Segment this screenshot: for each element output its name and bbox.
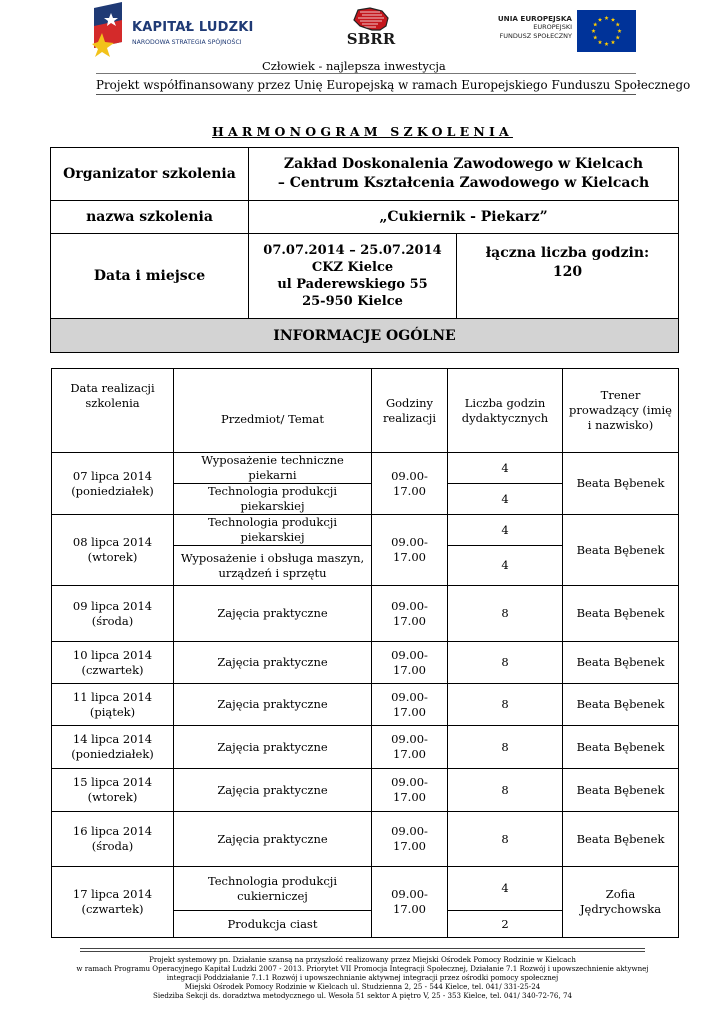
ue-line2: EUROPEJSKI [533,23,572,31]
row-subject: Wyposażenie i obsługa maszyn, urządzeń i sprzętu [174,546,372,586]
training-name-label: nazwa szkolenia [86,209,213,225]
footer-line3: integracji Poddziałanie 7.1.1 Rozwój i upowszechnianie aktywnej integracji przez ośrodki pomocy społecznej [166,973,559,983]
row-date: 16 lipca 2014 (środa) [52,812,174,867]
row-count: 8 [448,586,563,642]
header-hours: Godziny realizacji [372,369,448,453]
row-date: 09 lipca 2014 (środa) [52,586,174,642]
schedule-header-row [52,369,679,453]
table-row [52,726,679,769]
page-title: HARMONOGRAM SZKOLENIA [212,124,513,139]
row-hours: 09.00- 17.00 [372,867,448,938]
sbrr-logo-icon [336,6,406,48]
row-count: 8 [448,726,563,769]
date-place-value [249,236,456,316]
footer [0,955,725,1000]
row-trainer: Beata Bębenek [563,812,679,867]
row-trainer: Beata Bębenek [563,453,679,515]
table-row [52,586,679,642]
kapital-ludzki-flag-icon [92,2,126,60]
table-row [52,453,679,484]
row-count: 2 [448,911,563,938]
row-trainer: Beata Bębenek [563,726,679,769]
row-subject: Zajęcia praktyczne [174,684,372,726]
row-trainer: Beata Bębenek [563,769,679,812]
row-subject: Technologia produkcji cukierniczej [174,867,372,911]
row-date: 14 lipca 2014 (poniedziałek) [52,726,174,769]
row-trainer: Beata Bębenek [563,586,679,642]
date-range: 07.07.2014 – 25.07.2014 [263,243,442,258]
row-date: 10 lipca 2014 (czwartek) [52,642,174,684]
row-hours: 09.00- 17.00 [372,586,448,642]
kapital-ludzki-logo [92,2,262,60]
row-count: 4 [448,484,563,515]
header-date: Data realizacji szkolenia [52,369,174,453]
unia-europejska-logo [488,10,638,56]
table-row [52,769,679,812]
table-row [52,812,679,867]
row-count: 8 [448,642,563,684]
footer-line1: Projekt systemowy pn. Działanie szansą na przyszłość realizowany przez Miejski Ośrodek Pomocy Rodzinie w Kielcach [149,955,576,964]
footer-divider [80,951,645,952]
footer-divider [80,948,645,949]
row-subject: Zajęcia praktyczne [174,812,372,867]
row-subject: Wyposażenie techniczne piekarni [174,453,372,484]
date-place-label: Data i miejsce [93,268,206,284]
row-hours: 09.00- 17.00 [372,453,448,515]
row-trainer: Beata Bębenek [563,684,679,726]
row-date: 17 lipca 2014 (czwartek) [52,867,174,938]
unia-europejska-text [488,14,572,41]
footer-line5: Siedziba Sekcji ds. doradztwa metodycznego ul. Wesoła 51 sektor A piętro V, 25 - 353 Kielce, tel. 041/ 340-72-76, 74 [153,991,572,1001]
table-row [52,867,679,911]
row-date: 07 lipca 2014 (poniedziałek) [52,453,174,515]
row-subject: Technologia produkcji piekarskiej [174,515,372,546]
row-hours: 09.00- 17.00 [372,515,448,586]
row-hours: 09.00- 17.00 [372,769,448,812]
table-row [52,515,679,546]
row-hours: 09.00- 17.00 [372,726,448,769]
row-date: 15 lipca 2014 (wtorek) [52,769,174,812]
row-count: 8 [448,812,563,867]
row-subject: Zajęcia praktyczne [174,586,372,642]
row-subject: Produkcja ciast [174,911,372,938]
row-count: 4 [448,867,563,911]
row-count: 4 [448,546,563,586]
footer-line2: w ramach Programu Operacyjnego Kapitał Ludzki 2007 - 2013. Priorytet VII Promocja Integracji Społecznej, Działanie 7.1 Rozwój i upowszechnienie aktywnej [76,964,649,974]
total-hours-value: 120 [552,264,583,280]
kapital-ludzki-title: KAPITAŁ LUDZKI [132,20,254,35]
row-trainer: Zofia Jędrychowska [563,867,679,938]
svg-text:SBRR: SBRR [346,30,396,48]
row-date: 08 lipca 2014 (wtorek) [52,515,174,586]
row-count: 4 [448,453,563,484]
cofinance-statement: Projekt współfinansowany przez Unię Europejską w ramach Europejskiego Funduszu Społecznego [96,78,691,92]
row-trainer: Beata Bębenek [563,642,679,684]
organizer-line1: Zakład Doskonalenia Zawodowego w Kielcach [283,156,644,172]
row-date: 11 lipca 2014 (piątek) [52,684,174,726]
row-trainer: Beata Bębenek [563,515,679,586]
footer-line4: Miejski Ośrodek Pomocy Rodzinie w Kielcach ul. Studzienna 2, 25 - 544 Kielce, tel. 041/ 331-25-24 [184,982,541,992]
row-count: 4 [448,515,563,546]
table-row [52,642,679,684]
table-row [52,684,679,726]
row-subject: Technologia produkcji piekarskiej [174,484,372,515]
row-hours: 09.00- 17.00 [372,642,448,684]
organizer-line2: – Centrum Kształcenia Zawodowego w Kielcach [277,175,650,191]
total-hours-label: łączna liczba godzin: [485,245,650,261]
training-name-value: „Cukiernik - Piekarz” [379,209,548,225]
header-divider-bottom [96,94,636,95]
place-name: CKZ Kielce [311,260,394,275]
ue-line1: UNIA EUROPEJSKA [497,14,572,23]
row-hours: 09.00- 17.00 [372,812,448,867]
row-subject: Zajęcia praktyczne [174,769,372,812]
eu-flag-icon [577,10,636,52]
row-hours: 09.00- 17.00 [372,684,448,726]
header-trainer: Trener prowadzący (imię i nazwisko) [563,369,679,453]
row-count: 8 [448,684,563,726]
place-street: ul Paderewskiego 55 [277,277,428,292]
general-info-heading: INFORMACJE OGÓLNE [51,319,678,352]
place-postcode: 25-950 Kielce [302,294,403,309]
row-count: 8 [448,769,563,812]
header-divider [96,73,636,74]
organizer-value [249,148,678,200]
kapital-ludzki-subtitle: NARODOWA STRATEGIA SPÓJNOŚCI [132,39,242,46]
tagline: Człowiek - najlepsza inwestycja [262,59,446,73]
total-hours [457,244,678,282]
ue-line3: FUNDUSZ SPOŁECZNY [499,32,572,40]
header-count: Liczba godzin dydaktycznych [448,369,563,453]
header-subject: Przedmiot/ Temat [174,369,372,453]
organizer-label: Organizator szkolenia [63,166,236,182]
row-subject: Zajęcia praktyczne [174,726,372,769]
schedule-table [51,368,679,938]
row-subject: Zajęcia praktyczne [174,642,372,684]
